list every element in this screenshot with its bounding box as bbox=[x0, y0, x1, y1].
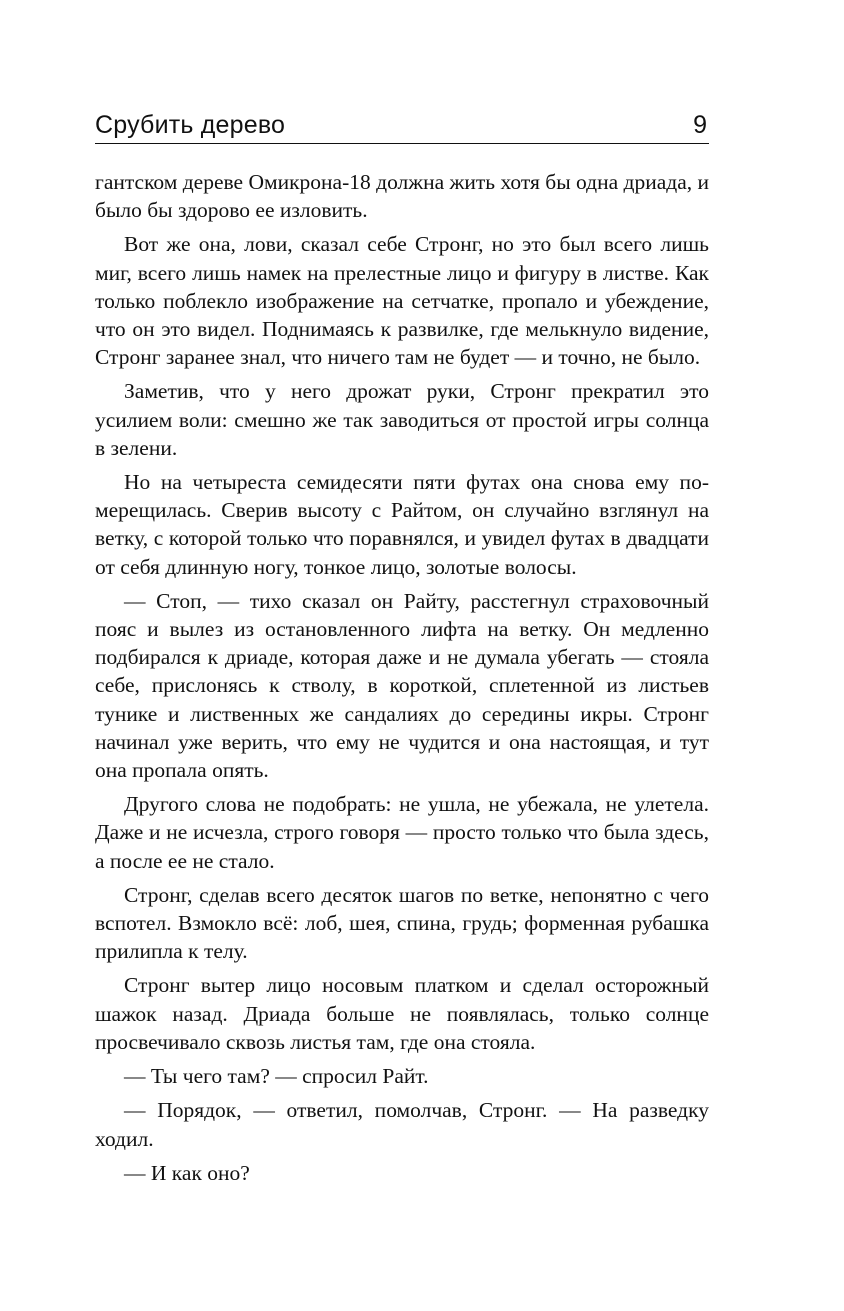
paragraph: гантском дереве Омикрона-18 должна жить хотя бы одна дриада, и было бы здорово ее изловить. bbox=[95, 170, 709, 223]
page-number: 9 bbox=[693, 111, 707, 139]
chapter-title: Срубить дерево bbox=[95, 111, 286, 139]
paragraph: Но на четыреста семидесяти пяти футах она снова ему померещилась. Сверив высоту с Райтом, он случайно взглянул на ветку, с которой только что поравнялся, и увидел футах в двадцати от себя длинную ногу, тонкое лицо, золотые волосы. bbox=[95, 470, 709, 579]
running-head bbox=[95, 104, 709, 144]
body-text bbox=[95, 168, 709, 1187]
paragraph: Другого слова не подобрать: не ушла, не убежала, не улетела. Даже и не исчезла, строго говоря — просто только что была здесь, а после ее не стало. bbox=[95, 792, 709, 873]
paragraph: — Ты чего там? — спросил Райт. bbox=[124, 1064, 429, 1089]
paragraph: Заметив, что у него дрожат руки, Стронг прекратил это усилием воли: смешно же так заводиться от простой игры солнца в зелени. bbox=[95, 379, 709, 460]
book-page bbox=[95, 104, 709, 1193]
paragraph: — И как оно? bbox=[124, 1160, 250, 1185]
paragraph: Стронг вытер лицо носовым платком и сделал осторожный шажок назад. Дриада больше не появлялась, только солнце просвечивало сквозь листья там, где она стояла. bbox=[95, 973, 709, 1054]
paragraph: Вот же она, лови, сказал себе Стронг, но это был всего лишь миг, всего лишь намек на прелестные лицо и фигуру в листве. Как только поблекло изображение на сетчатке, пропало и убеждение, что он это видел. Поднимаясь к развилке, где мелькнуло видение, Стронг заранее знал, что ничего там не будет — и точно, не было. bbox=[95, 232, 709, 370]
paragraph: — Порядок, — ответил, помолчав, Стронг. — На разведку ходил. bbox=[95, 1098, 709, 1151]
paragraph: — Стоп, — тихо сказал он Райту, расстегнул страховочный пояс и вылез из остановленного лифта на ветку. Он медленно подбирался к дриаде, которая даже и не думала убегать — стояла себе, прислонясь к стволу, в короткой, сплетенной из листьев тунике и лиственных же сандалиях до середины икры. Стронг начинал уже верить, что ему не чудится и она настоящая, и тут она пропала опять. bbox=[95, 588, 709, 783]
paragraph: Стронг, сделав всего десяток шагов по ветке, непонятно с чего вспотел. Взмокло всё: лоб, шея, спина, грудь; форменная рубашка прилипла к телу. bbox=[95, 882, 709, 964]
